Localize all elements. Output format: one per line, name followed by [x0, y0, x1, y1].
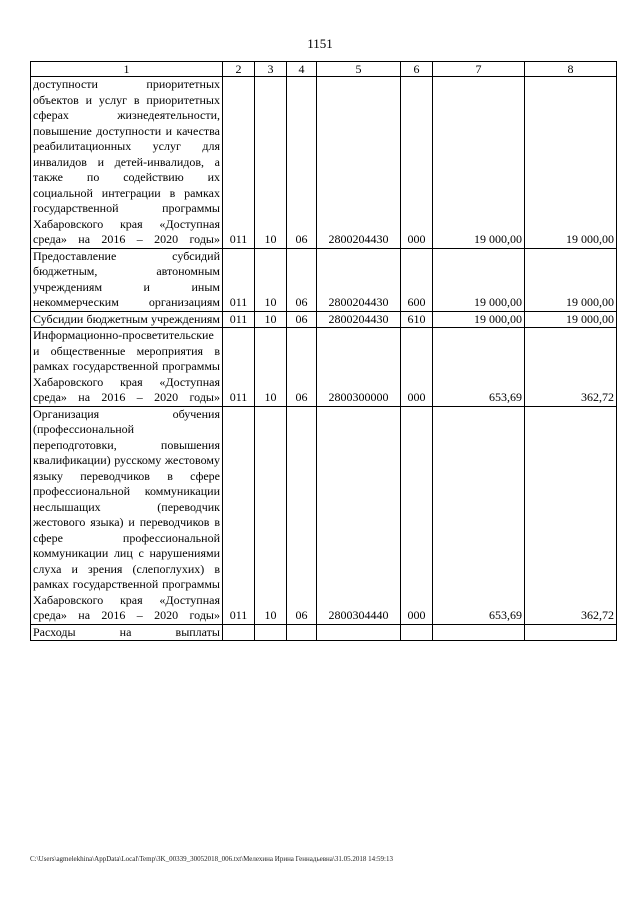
section-code: 10 [255, 248, 287, 311]
expense-type-code: 000 [401, 328, 433, 407]
section-code: 10 [255, 406, 287, 624]
amount-column-7: 19 000,00 [433, 77, 525, 249]
expense-type-code: 000 [401, 77, 433, 249]
section-code: 10 [255, 311, 287, 328]
amount-column-7: 19 000,00 [433, 248, 525, 311]
table-row [31, 77, 617, 249]
row-description: Информационно-просветительские и общественные мероприятия в рамках государственной программы Хабаровского края «Доступная среда» на 2016 – 2020 годы» [31, 328, 223, 407]
column-header: 5 [317, 62, 401, 77]
header-row [31, 62, 617, 77]
expense-type-code: 000 [401, 406, 433, 624]
row-description: Организация обучения (профессиональной переподготовки, повышения квалификации) русскому жестовому языку переводчиков в сфере профессиональной коммуникации неслышащих (переводчик жестового языка) и переводчиков в сфере профессиональной коммуникации лиц с нарушениями слуха и зрения (слепоглухих) в рамках государственной программы Хабаровского края «Доступная среда» на 2016 – 2020 годы» [31, 406, 223, 624]
expense-type-code [401, 624, 433, 641]
target-article-code: 2800204430 [317, 311, 401, 328]
file-path-footer: C:\Users\agmelekhina\AppData\Local\Temp\3K_00339_30052018_006.txt\Мелехина Ирина Геннадьевна\31.05.2018 14:59:13 [30, 855, 393, 863]
amount-column-8: 362,72 [525, 406, 617, 624]
table-row [31, 248, 617, 311]
ministry-code: 011 [223, 248, 255, 311]
row-description: Субсидии бюджетным учреждениям [31, 311, 223, 328]
column-header: 3 [255, 62, 287, 77]
column-header: 1 [31, 62, 223, 77]
amount-column-8: 362,72 [525, 328, 617, 407]
amount-column-8: 19 000,00 [525, 77, 617, 249]
row-description: доступности приоритетных объектов и услуг в приоритетных сферах жизнедеятельности, повышение доступности и качества реабилитационных услуг для инвалидов и детей-инвалидов, а также по содействию их социальной интеграции в рамках государственной программы Хабаровского края «Доступная среда» на 2016 – 2020 годы» [31, 77, 223, 249]
column-header: 2 [223, 62, 255, 77]
budget-table [30, 61, 617, 641]
expense-type-code: 610 [401, 311, 433, 328]
subsection-code: 06 [287, 328, 317, 407]
ministry-code: 011 [223, 328, 255, 407]
table-row [31, 406, 617, 624]
target-article-code: 2800204430 [317, 77, 401, 249]
ministry-code: 011 [223, 77, 255, 249]
amount-column-8 [525, 624, 617, 641]
amount-column-7: 653,69 [433, 328, 525, 407]
subsection-code: 06 [287, 311, 317, 328]
subsection-code [287, 624, 317, 641]
subsection-code: 06 [287, 248, 317, 311]
target-article-code: 2800304440 [317, 406, 401, 624]
ministry-code [223, 624, 255, 641]
amount-column-7 [433, 624, 525, 641]
page-number: 1151 [307, 36, 333, 51]
column-header: 7 [433, 62, 525, 77]
ministry-code: 011 [223, 406, 255, 624]
table-row [31, 328, 617, 407]
table-row [31, 624, 617, 641]
section-code [255, 624, 287, 641]
subsection-code: 06 [287, 406, 317, 624]
table-row [31, 311, 617, 328]
amount-column-8: 19 000,00 [525, 248, 617, 311]
section-code: 10 [255, 77, 287, 249]
column-header: 4 [287, 62, 317, 77]
amount-column-7: 19 000,00 [433, 311, 525, 328]
section-code: 10 [255, 328, 287, 407]
target-article-code: 2800300000 [317, 328, 401, 407]
column-header: 8 [525, 62, 617, 77]
subsection-code: 06 [287, 77, 317, 249]
row-description: Предоставление субсидий бюджетным, автономным учреждениям и иным некоммерческим организациям [31, 248, 223, 311]
row-description: Расходы на выплаты [31, 624, 223, 641]
ministry-code: 011 [223, 311, 255, 328]
target-article-code: 2800204430 [317, 248, 401, 311]
column-header: 6 [401, 62, 433, 77]
amount-column-7: 653,69 [433, 406, 525, 624]
amount-column-8: 19 000,00 [525, 311, 617, 328]
target-article-code [317, 624, 401, 641]
expense-type-code: 600 [401, 248, 433, 311]
